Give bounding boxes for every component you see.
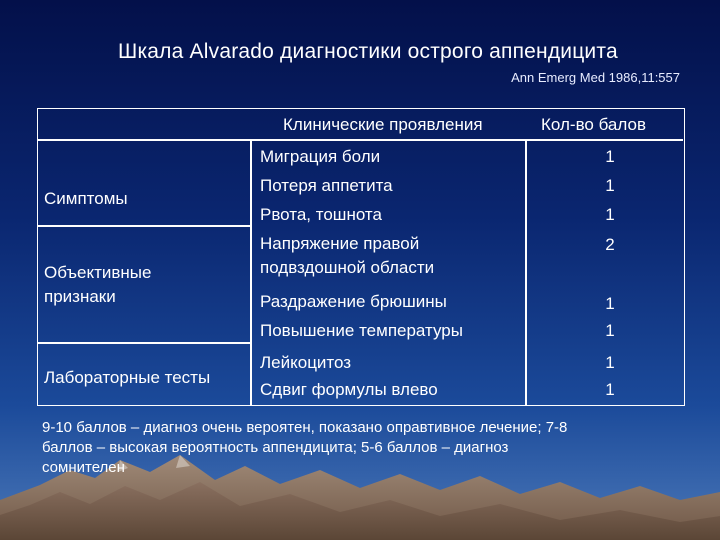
table-row-item: Сдвиг формулы влево [260, 380, 438, 399]
table-row-item: Раздражение брюшины [260, 292, 447, 311]
alvarado-score-table [37, 108, 685, 406]
table-column-divider [525, 139, 527, 406]
interpretation-note [42, 418, 692, 478]
category-objective-signs [44, 261, 151, 309]
column-header-manifestations: Клинические проявления [283, 115, 483, 134]
table-row-item: подвздошной области [260, 258, 435, 277]
category-symptoms: Симптомы [44, 189, 128, 208]
score-value: 1 [605, 380, 615, 399]
table-row-item: Миграция боли [260, 147, 381, 166]
score-value: 1 [605, 147, 615, 166]
slide-title: Шкала Alvarado диагностики острого аппендицита [118, 40, 618, 63]
table-row-item: Рвота, тошнота [260, 205, 382, 224]
category-label-line: Объективные [44, 263, 152, 282]
table-header-divider [38, 139, 683, 141]
note-line: баллов – высокая вероятность аппендицита; 5-6 баллов – диагноз [42, 439, 509, 456]
column-header-score: Кол-во балов [541, 115, 646, 134]
score-value: 1 [605, 353, 615, 372]
note-line: сомнителен [42, 459, 125, 476]
score-value: 1 [605, 176, 615, 195]
score-value: 1 [605, 321, 615, 340]
table-row-divider [38, 342, 250, 344]
table-row-divider [38, 225, 250, 227]
category-lab-tests: Лабораторные тесты [44, 368, 211, 387]
score-value: 1 [605, 294, 615, 313]
table-column-divider [250, 139, 252, 406]
table-row-item: Потеря аппетита [260, 176, 393, 195]
score-value: 2 [605, 235, 615, 254]
table-row-item: Лейкоцитоз [260, 353, 352, 372]
note-line: 9-10 баллов – диагноз очень вероятен, показано оправтивное лечение; 7-8 [42, 419, 568, 436]
citation: Ann Emerg Med 1986,11:557 [511, 70, 680, 85]
table-row-item: Повышение температуры [260, 321, 463, 340]
score-value: 1 [605, 205, 615, 224]
table-row-item: Напряжение правой [260, 234, 420, 253]
category-label-line: признаки [44, 287, 116, 306]
